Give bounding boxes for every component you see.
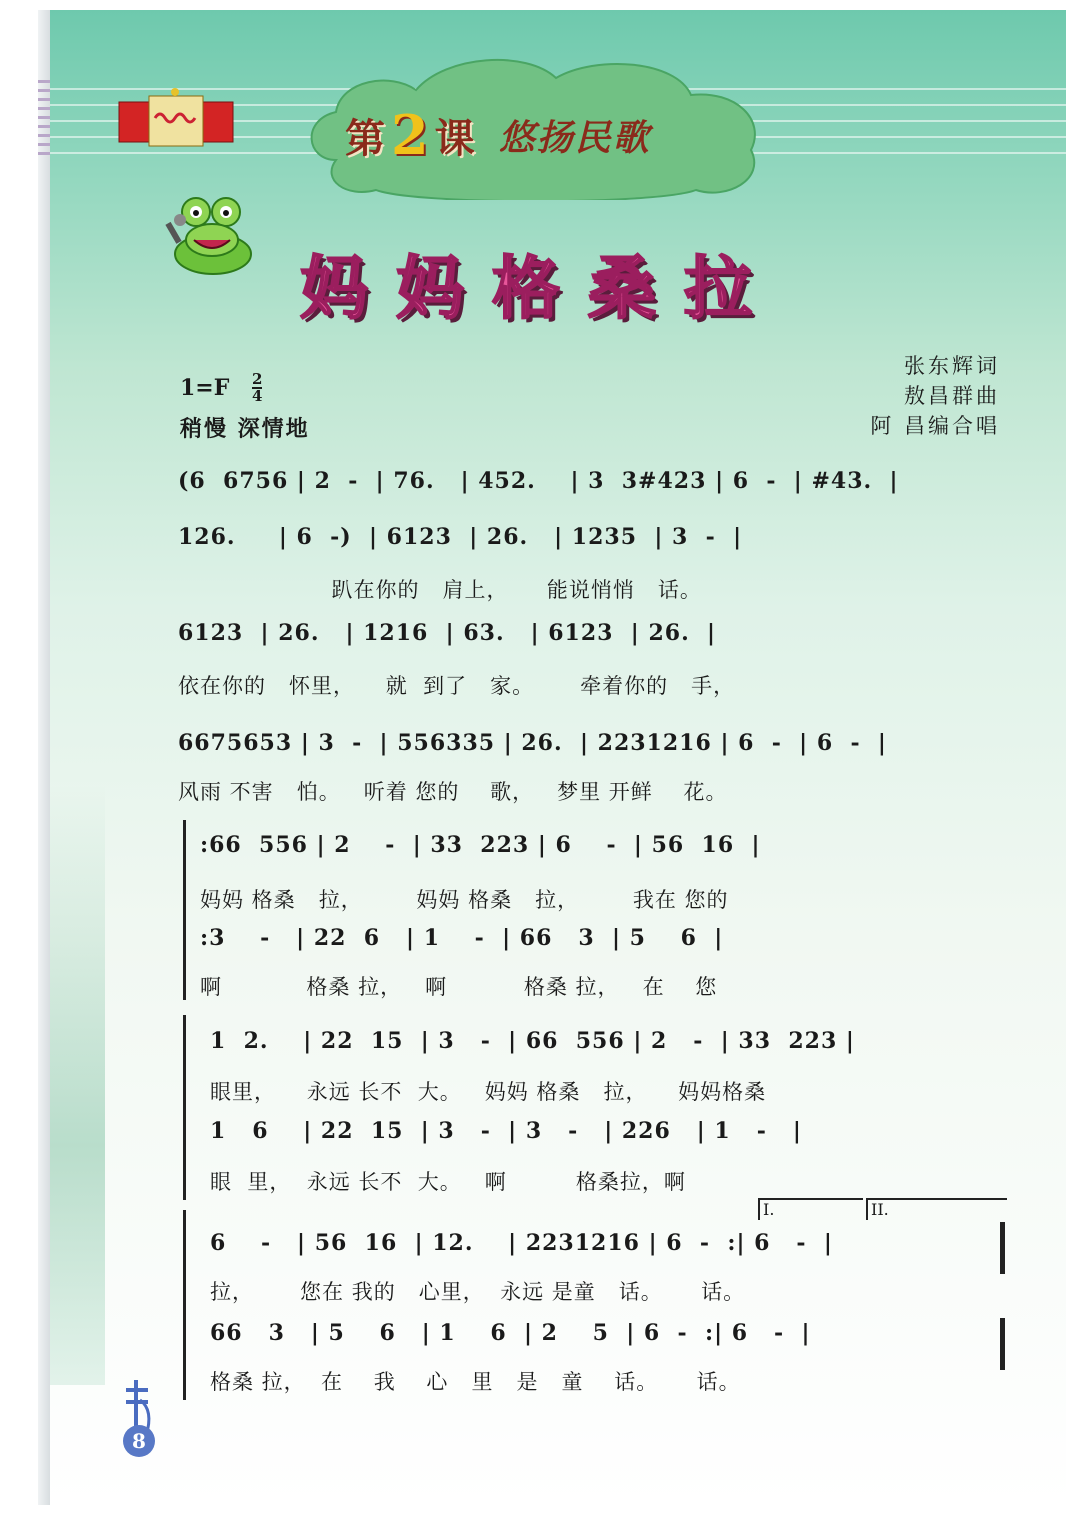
page-number: 8 bbox=[123, 1425, 155, 1457]
system-brace bbox=[183, 1015, 192, 1200]
lesson-suffix: 课 bbox=[434, 114, 475, 162]
time-signature bbox=[252, 372, 262, 404]
lyric-line: 眼里， 永远 长不 大。 妈妈 格桑 拉， 妈妈格桑 bbox=[210, 1080, 767, 1104]
lyric-line: 拉， 您在 我的 心里， 永远 是童 话。 话。 bbox=[210, 1280, 746, 1304]
credit-composer: 敖昌群曲 bbox=[904, 384, 1000, 408]
accordion-icon bbox=[115, 88, 237, 150]
time-signature-bottom: 4 bbox=[252, 387, 263, 405]
volta-second-ending: II. bbox=[866, 1198, 1007, 1220]
lyric-line: 啊 格桑 拉， 啊 格桑 拉， 在 您 bbox=[200, 975, 718, 999]
lyric-line: 趴在你的 肩上， 能说悄悄 话。 bbox=[178, 578, 702, 602]
lesson-prefix: 第 bbox=[345, 114, 385, 162]
credit-arranger: 阿 昌编合唱 bbox=[870, 414, 1000, 438]
score-row-2 bbox=[178, 524, 1004, 602]
lyric-line: 风雨 不害 怕。 听着 您的 歌， 梦里 开鲜 花。 bbox=[178, 780, 728, 804]
score-row-6 bbox=[200, 925, 1004, 999]
volta-first-ending: I. bbox=[758, 1198, 863, 1220]
notation-line: 1 2. | 22 15 | 3 - | 66 556 | 2 - | 33 223 | bbox=[210, 1028, 855, 1054]
lesson-heading bbox=[345, 100, 745, 170]
lyric-line: 妈妈 格桑 拉， 妈妈 格桑 拉， 我在 您的 bbox=[200, 888, 729, 912]
binding-stripes bbox=[38, 80, 50, 160]
notation-line: 126. | 6 -) | 6123 | 26. | 1235 | 3 - | bbox=[178, 524, 743, 550]
notation-line: (6 6756 | 2 - | 76. | 452. | 3 3#423 | 6 - | #43. | bbox=[178, 468, 899, 494]
system-brace bbox=[183, 1210, 192, 1400]
credit-lyricist: 张东辉词 bbox=[904, 354, 1000, 378]
final-barline bbox=[1000, 1222, 1005, 1274]
lyric-line: 格桑 拉， 在 我 心 里 是 童 话。 话。 bbox=[210, 1370, 741, 1394]
score-row-3 bbox=[178, 620, 1004, 698]
final-barline bbox=[1000, 1318, 1005, 1370]
notation-line: :66 556 | 2 - | 33 223 | 6 - | 56 16 | bbox=[200, 832, 761, 858]
score-row-7 bbox=[210, 1028, 1004, 1104]
notation-line: 6675653 | 3 - | 556335 | 26. | 2231216 | 6 - | 6 - | bbox=[178, 730, 887, 756]
frog-mascot-icon bbox=[158, 192, 258, 282]
notation-line: :3 - | 22 6 | 1 - | 66 3 | 5 6 | bbox=[200, 925, 724, 951]
key-signature: 1=F bbox=[180, 375, 230, 401]
notation-line: 6 - | 56 16 | 12. | 2231216 | 6 - :| 6 - | bbox=[210, 1230, 833, 1256]
score-row-10 bbox=[210, 1320, 1004, 1394]
time-signature-top: 2 bbox=[252, 370, 263, 388]
notation-line: 1 6 | 22 15 | 3 - | 3 - | 226 | 1 - | bbox=[210, 1118, 802, 1144]
notation-line: 6123 | 26. | 1216 | 63. | 6123 | 26. | bbox=[178, 620, 717, 646]
score-row-1 bbox=[178, 468, 1004, 528]
lesson-number: 2 bbox=[391, 103, 429, 167]
book-binding bbox=[38, 10, 50, 1505]
lyric-line: 依在你的 怀里， 就 到了 家。 牵着你的 手， bbox=[178, 674, 736, 698]
lyric-line: 眼 里， 永远 长不 大。 啊 格桑拉，啊 bbox=[210, 1170, 686, 1194]
score-row-9 bbox=[210, 1230, 1004, 1304]
score-row-4 bbox=[178, 730, 1004, 804]
score-row-5 bbox=[200, 832, 1004, 912]
notation-line: 66 3 | 5 6 | 1 6 | 2 5 | 6 - :| 6 - | bbox=[210, 1320, 811, 1346]
tempo-marking: 稍慢 深情地 bbox=[180, 417, 310, 442]
system-brace bbox=[183, 820, 192, 1000]
background-foliage bbox=[50, 785, 105, 1385]
score-row-8 bbox=[210, 1118, 1004, 1194]
lesson-topic: 悠扬民歌 bbox=[498, 116, 651, 159]
song-title: 妈妈格桑拉 bbox=[300, 250, 781, 329]
